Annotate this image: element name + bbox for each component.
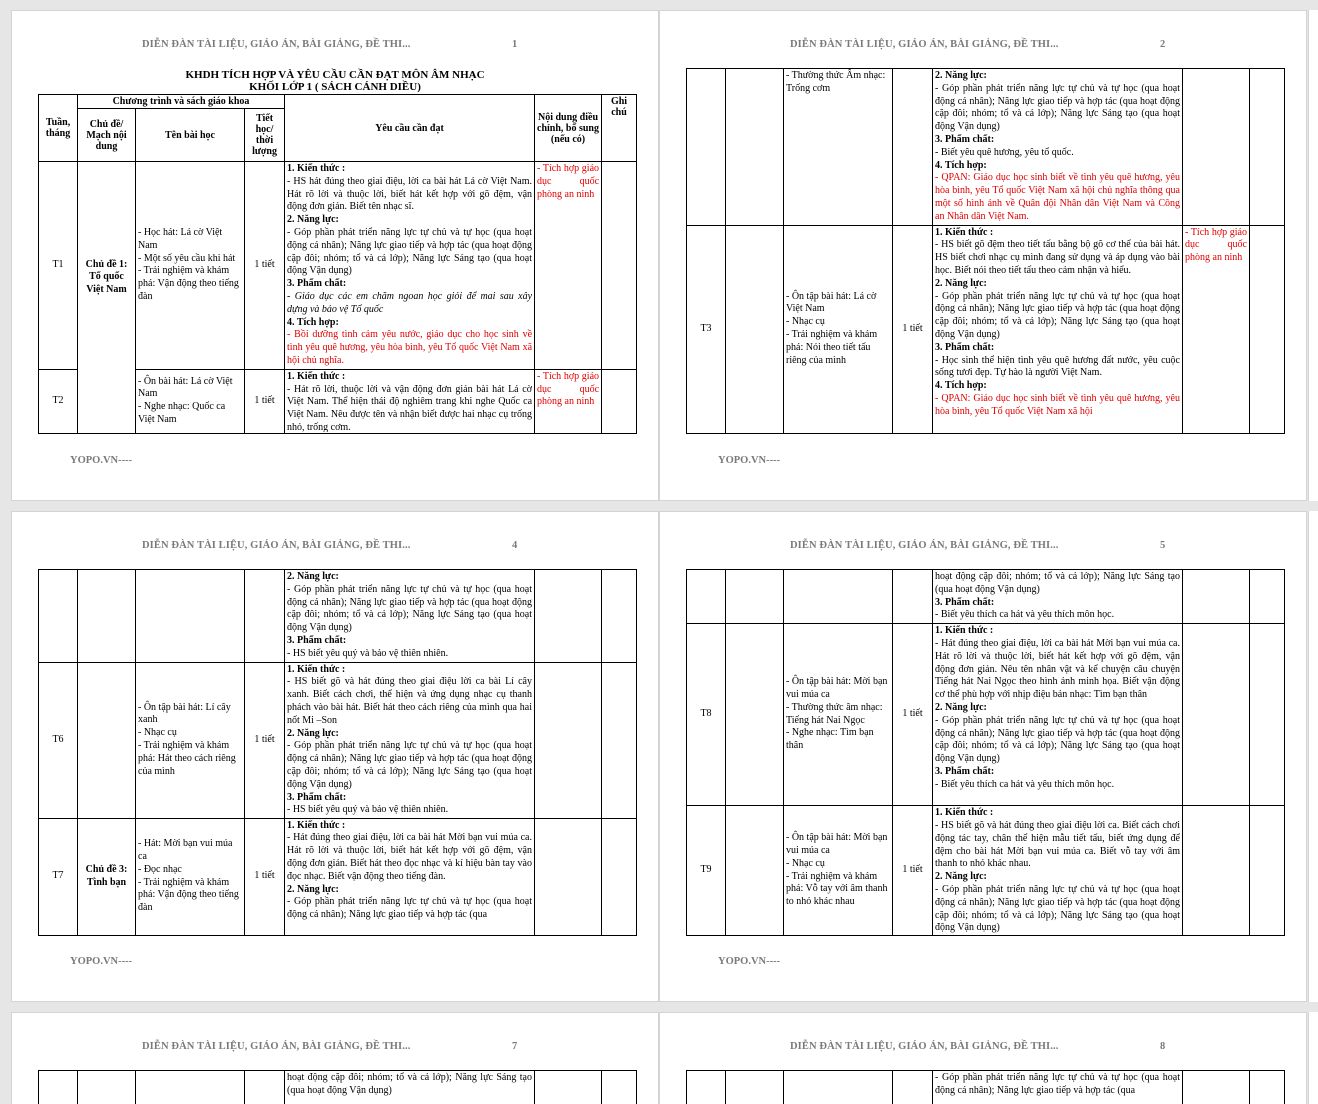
note-cell: [1250, 570, 1285, 624]
lesson-text: - Ôn tập bài hát: Mời bạn vui múa ca - Thường thức âm nhạc: Tiếng hát Nai Ngọc - Nghe nhạc: Tìm bạn thân: [786, 676, 888, 752]
col-header-adjust: Nội dung điều chỉnh, bổ sung (nếu có): [535, 95, 602, 162]
competence-text: - Góp phần phát triển năng lực tự chủ và tự học (qua hoạt động cá nhân); Năng lực giao tiếp và hợp tác (qua: [935, 1072, 1180, 1096]
table-row: [39, 162, 637, 370]
topic-cell: [78, 570, 136, 663]
knowledge-text: - HS biết gõ và hát đúng theo giai điệu lời ca bài Lí cây xanh. Biết cách chơi, thể hiện và ứng dụng nhạc cụ thanh phách vào bài hát. Biết hát theo cách riêng của mình qua hai nốt Mi –Son: [287, 676, 532, 726]
periods-cell: 1 tiết: [245, 162, 285, 370]
table-row: [39, 1071, 637, 1104]
note-cell: [602, 1071, 637, 1104]
requirements-cell: [933, 1071, 1183, 1104]
adjust-cell: [535, 570, 602, 663]
periods-cell: [893, 1071, 933, 1104]
integration-heading: 4. Tích hợp:: [287, 316, 339, 328]
week-cell: T3: [687, 225, 726, 433]
page-header: DIỄN ĐÀN TÀI LIỆU, GIÁO ÁN, BÀI GIẢNG, ĐỀ THI...: [790, 39, 1059, 50]
week-cell: [687, 69, 726, 226]
periods-cell: 1 tiết: [245, 662, 285, 818]
col-header-program: Chương trình và sách giáo khoa: [78, 95, 285, 109]
knowledge-heading: 1. Kiến thức :: [287, 163, 346, 174]
col-header-note: Ghi chú: [602, 95, 637, 162]
integration-text: - QPAN: Giáo dục học sinh biết về tình yêu quê hương, yêu hòa bình, yêu Tổ quốc Việt Nam xã hội: [935, 392, 1180, 417]
plan-table: [38, 1070, 637, 1104]
integration-heading: 4. Tích hợp:: [935, 159, 987, 171]
adjust-cell: [535, 662, 602, 818]
table-row: [687, 570, 1285, 624]
lesson-cell: [784, 1071, 893, 1104]
plan-table: [38, 569, 637, 936]
week-cell: T6: [39, 662, 78, 818]
document-page-8: [659, 1012, 1307, 1104]
adjust-cell: [535, 1071, 602, 1104]
topic-cell: [726, 69, 784, 226]
adjust-cell: [1183, 624, 1250, 806]
competence-heading: 2. Năng lực:: [935, 70, 987, 81]
adjust-cell: - Tích hợp giáo dục quốc phòng an ninh: [535, 162, 602, 370]
requirements-cell: [933, 225, 1183, 433]
lesson-text: - Học hát: Lá cờ Việt Nam - Một số yêu cầu khi hát - Trải nghiệm và khám phá: Vận động theo tiếng đàn: [138, 226, 239, 302]
adjust-cell: - Tích hợp giáo dục quốc phòng an ninh: [535, 369, 602, 433]
periods-cell: [245, 1071, 285, 1104]
week-cell: [39, 1071, 78, 1104]
page-footer: YOPO.VN----: [718, 455, 781, 466]
document-subtitle: KHỐI LỚP 1 ( SÁCH CÁNH DIỀU): [249, 81, 421, 93]
lesson-cell: [136, 162, 245, 370]
week-cell: [687, 570, 726, 624]
note-cell: [602, 570, 637, 663]
periods-cell: 1 tiết: [893, 225, 933, 433]
competence-heading: 2. Năng lực:: [935, 701, 987, 713]
topic-cell: [78, 1071, 136, 1104]
page-footer: YOPO.VN----: [718, 956, 781, 967]
document-page-1: [11, 10, 659, 501]
document-page-4: [11, 511, 659, 1002]
page-number: 8: [1160, 1041, 1166, 1052]
periods-cell: [893, 69, 933, 226]
topic-cell: [78, 662, 136, 818]
knowledge-text: - HS biết gõ và hát đúng theo giai điệu lời ca. Biết cách chơi động tác tay, chân thể hiện mẫu tiết tấu, biết ứng dụng để đệm cho bài hát Mời bạn vui múa ca. Biết vỗ tay với âm thanh to nhỏ khác nhau.: [935, 819, 1180, 870]
week-cell: T7: [39, 818, 78, 935]
lesson-cell: [784, 225, 893, 433]
page-header: DIỄN ĐÀN TÀI LIỆU, GIÁO ÁN, BÀI GIẢNG, ĐỀ THI...: [790, 540, 1059, 551]
requirements-cell: [285, 662, 535, 818]
lesson-cell: [784, 570, 893, 624]
competence-heading: 2. Năng lực:: [287, 214, 339, 226]
quality-text: - Giáo dục các em chăm ngoan học giỏi để mai sau xây dựng và bảo vệ Tổ quốc: [287, 290, 533, 315]
adjust-cell: [1183, 1071, 1250, 1104]
page-number: 1: [512, 39, 518, 50]
topic-cell: Chủ đề 3: Tình bạn: [78, 818, 136, 935]
competence-text: - Góp phần phát triển năng lực tự chủ và tự học (qua hoạt động cá nhân); Năng lực giao tiếp và hợp tác (qua: [287, 896, 532, 921]
knowledge-heading: 1. Kiến thức :: [935, 807, 994, 819]
lesson-cell: [136, 818, 245, 935]
competence-heading: 2. Năng lực:: [287, 571, 339, 582]
competence-text: hoạt động cặp đôi; nhóm; tổ và cả lớp); Năng lực Sáng tạo (qua hoạt động Vận dụng): [287, 1072, 532, 1096]
competence-heading: 2. Năng lực:: [935, 871, 987, 883]
page-number: 4: [512, 540, 518, 551]
week-cell: T9: [687, 806, 726, 936]
page-footer: YOPO.VN----: [70, 956, 133, 967]
lesson-cell: [136, 369, 245, 433]
adjust-cell: [1183, 806, 1250, 936]
competence-text: - Góp phần phát triển năng lực tự chủ và tự học (qua hoạt động cá nhân); Năng lực giao tiếp và hợp tác (qua hoạt động cặp đôi; nhóm; tổ và cả lớp); Năng lực Sáng tạo (qua hoạt động Vận dụng): [287, 583, 532, 634]
periods-cell: 1 tiết: [245, 818, 285, 935]
periods-cell: 1 tiết: [893, 624, 933, 806]
document-page-7: [11, 1012, 659, 1104]
note-cell: [602, 662, 637, 818]
col-header-week: Tuần, tháng: [39, 95, 78, 162]
knowledge-heading: 1. Kiến thức :: [935, 625, 994, 637]
note-cell: [1250, 225, 1285, 433]
note-cell: [602, 818, 637, 935]
note-cell: [602, 162, 637, 370]
page-header: DIỄN ĐÀN TÀI LIỆU, GIÁO ÁN, BÀI GIẢNG, ĐỀ THI...: [142, 39, 411, 50]
adjust-cell: [535, 818, 602, 935]
table-row: [687, 69, 1285, 226]
next-page-edge: [1308, 10, 1318, 501]
knowledge-text: - HS biết gõ đệm theo tiết tấu bằng bộ gõ cơ thể của bài hát. HS biết chơi nhạc cụ mình đang sử dụng và áp dụng vào bài học. Biết nói theo tiết tấu theo cảm nhận và hiểu.: [935, 239, 1180, 276]
note-cell: [1250, 1071, 1285, 1104]
requirements-cell: [933, 624, 1183, 806]
adjust-cell: [1183, 69, 1250, 226]
col-header-requirements: Yêu cầu cần đạt: [285, 95, 535, 162]
lesson-cell: [784, 806, 893, 936]
lesson-cell: [136, 662, 245, 818]
quality-heading: 3. Phẩm chất:: [935, 341, 995, 353]
table-row: [687, 624, 1285, 806]
quality-text: - Biết yêu thích ca hát và yêu thích môn học.: [935, 609, 1115, 621]
integration-text: - QPAN: Giáo dục học sinh biết về tình yêu quê hương, yêu hòa bình, yêu Tổ quốc Việt Nam xã hội chủ nghĩa thông qua một số hình ảnh về Quân đội Nhân dân Việt Nam và Công an Nhân dân Việt Nam.: [935, 172, 1180, 222]
periods-cell: [245, 570, 285, 663]
col-header-periods: Tiết học/ thời lượng: [245, 109, 285, 162]
table-row: [39, 570, 637, 663]
table-row: [687, 806, 1285, 936]
knowledge-heading: 1. Kiến thức :: [935, 226, 994, 238]
page-footer: YOPO.VN----: [70, 455, 133, 466]
competence-text: - Góp phần phát triển năng lực tự chủ và tự học (qua hoạt động cá nhân); Năng lực giao tiếp và hợp tác (qua hoạt động cặp đôi; nhóm; tổ và cả lớp); Năng lực Sáng tạo (qua hoạt động Vận dụng): [935, 290, 1180, 340]
competence-text: - Góp phần phát triển năng lực tự chủ và tự học (qua hoạt động cá nhân); Năng lực giao tiếp và hợp tác (qua hoạt động cặp đôi; nhóm; tổ và cả lớp); Năng lực Sáng tạo (qua hoạt động Vận dụng): [287, 226, 533, 277]
plan-table: [38, 94, 637, 434]
topic-cell: Chủ đề 1: Tổ quốc Việt Nam: [78, 162, 136, 434]
col-header-lesson: Tên bài học: [136, 109, 245, 162]
topic-cell: [726, 624, 784, 806]
lesson-text: - Ôn bài hát: Lá cờ Việt Nam - Nghe nhạc: Quốc ca Việt Nam: [138, 375, 233, 426]
competence-text: - Góp phần phát triển năng lực tự chủ và tự học (qua hoạt động cá nhân); Năng lực giao tiếp và hợp tác (qua hoạt động cặp đôi; nhóm; tổ và cả lớp); Năng lực Sáng tạo (qua hoạt động Vận dụng): [287, 740, 532, 790]
page-number: 5: [1160, 540, 1166, 551]
quality-heading: 3. Phẩm chất:: [287, 278, 347, 290]
requirements-cell: [285, 1071, 535, 1104]
col-header-topic: Chủ đề/ Mạch nội dung: [78, 109, 136, 162]
knowledge-text: - Hát đúng theo giai điệu, lời ca bài hát Mời bạn vui múa ca. Hát rõ lời và thuộc lời, biết hát kết hợp với gõ đệm, vận động đơn giản. Nêu tên nhân vật và kể chuyện câu chuyện Tiếng hát Nai Ngọc theo hình ảnh minh họa. Biết vận động cơ thể phù hợp với nhịp điệu bản nhạc: Tìm bạn thân: [935, 637, 1180, 701]
week-cell: T1: [39, 162, 78, 370]
knowledge-text: - Hát đúng theo giai điệu, lời ca bài hát Mời bạn vui múa ca. Hát rõ lời và thuộc lời, biết hát kết hợp với gõ đệm, vận động đơn giản. Biết hát theo đọc nhạc và kí hiệu bàn tay vào đọc nhạc. Biết vận động theo tiếng đàn.: [287, 832, 532, 882]
quality-text: - HS biết yêu quý và bảo vệ thiên nhiên.: [287, 647, 449, 659]
quality-text: - Học sinh thể hiện tình yêu quê hương đất nước, yêu cuộc sống tươi đẹp. Tự hào là người Việt Nam.: [935, 354, 1180, 379]
knowledge-text: - HS hát đúng theo giai điệu, lời ca bài hát Lá cờ Việt Nam. Hát rõ lời và thuộc lời, biết hát kết hợp với gõ đệm, vận động đơn giản. Biết tên nhạc sĩ.: [287, 175, 533, 213]
adjust-cell: [1183, 570, 1250, 624]
table-row: [39, 818, 637, 935]
periods-cell: 1 tiết: [245, 369, 285, 433]
lesson-text: - Thường thức Âm nhạc: Trống cơm: [786, 70, 886, 94]
requirements-cell: [285, 818, 535, 935]
note-cell: [1250, 69, 1285, 226]
note-cell: [1250, 806, 1285, 936]
quality-heading: 3. Phẩm chất:: [935, 765, 995, 777]
knowledge-heading: 1. Kiến thức :: [287, 370, 346, 382]
lesson-text: - Ôn tập bài hát: Lí cây xanh - Nhạc cụ - Trải nghiệm và khám phá: Hát theo cách riêng của mình: [138, 701, 236, 777]
quality-text: - Biết yêu quê hương, yêu tổ quốc.: [935, 146, 1074, 158]
quality-text: - HS biết yêu quý và bảo vệ thiên nhiên.: [287, 804, 449, 816]
competence-heading: 2. Năng lực:: [287, 727, 339, 739]
adjust-cell: - Tích hợp giáo dục quốc phòng an ninh: [1183, 225, 1250, 433]
requirements-cell: [285, 369, 535, 433]
lesson-text: - Hát: Mời bạn vui múa ca - Đọc nhạc - Trải nghiệm và khám phá: Vận động theo tiếng đàn: [138, 838, 239, 914]
document-page-5: [659, 511, 1307, 1002]
integration-heading: 4. Tích hợp:: [935, 380, 987, 392]
periods-cell: [893, 570, 933, 624]
page-number: 2: [1160, 39, 1166, 50]
lesson-cell: [784, 69, 893, 226]
topic-cell: [726, 806, 784, 936]
table-row: [687, 1071, 1285, 1104]
page-number: 7: [512, 1041, 518, 1052]
note-cell: [602, 369, 637, 433]
week-cell: T8: [687, 624, 726, 806]
quality-text: - Biết yêu thích ca hát và yêu thích môn học.: [935, 778, 1115, 790]
document-title: KHDH TÍCH HỢP VÀ YÊU CẦU CẦN ĐẠT MÔN ÂM NHẠC: [185, 69, 485, 81]
page-header: DIỄN ĐÀN TÀI LIỆU, GIÁO ÁN, BÀI GIẢNG, ĐỀ THI...: [142, 1041, 411, 1052]
next-page-edge: [1308, 1012, 1318, 1104]
quality-heading: 3. Phẩm chất:: [935, 133, 995, 145]
week-cell: T2: [39, 369, 78, 433]
lesson-text: - Ôn tập bài hát: Lá cờ Việt Nam - Nhạc cụ - Trải nghiệm và khám phá: Nói theo tiết tấu riêng của mình: [786, 290, 878, 366]
page-header: DIỄN ĐÀN TÀI LIỆU, GIÁO ÁN, BÀI GIẢNG, ĐỀ THI...: [142, 540, 411, 551]
competence-text: - Góp phần phát triển năng lực tự chủ và tự học (qua hoạt động cá nhân); Năng lực giao tiếp và hợp tác (qua hoạt động cặp đôi; nhóm; tổ và cả lớp); Năng lực Sáng tạo (qua hoạt động Vận dụng): [935, 883, 1180, 934]
page-header: DIỄN ĐÀN TÀI LIỆU, GIÁO ÁN, BÀI GIẢNG, ĐỀ THI...: [790, 1041, 1059, 1052]
plan-table: [686, 68, 1285, 434]
knowledge-heading: 1. Kiến thức :: [287, 663, 346, 675]
quality-heading: 3. Phẩm chất:: [935, 596, 995, 608]
requirements-cell: [933, 806, 1183, 936]
periods-cell: 1 tiết: [893, 806, 933, 936]
week-cell: [39, 570, 78, 663]
topic-cell: [726, 570, 784, 624]
week-cell: [687, 1071, 726, 1104]
next-page-edge: [1308, 511, 1318, 1002]
competence-text: - Góp phần phát triển năng lực tự chủ và tự học (qua hoạt động cá nhân); Năng lực giao tiếp và hợp tác (qua hoạt động cặp đôi; nhóm; tổ và cả lớp); Năng lực Sáng tạo (qua hoạt động Vận dụng): [935, 714, 1180, 765]
requirements-cell: [285, 162, 535, 370]
competence-text: - Góp phần phát triển năng lực tự chủ và tự học (qua hoạt động cá nhân); Năng lực giao tiếp và hợp tác (qua hoạt động cặp đôi; nhóm; tổ và cả lớp); Năng lực Sáng tạo (qua hoạt động Vận dụng): [935, 82, 1180, 133]
knowledge-text: - Hát rõ lời, thuộc lời và vận động đơn giản bài hát Lá cờ Việt Nam. Thể hiện thái độ nghiêm trang khi nghe Quốc ca Việt Nam. Nêu được tên và nhận biết được hai nhạc cụ trống nhỏ, trống cơm.: [287, 383, 533, 432]
table-row: [687, 225, 1285, 433]
competence-text: hoạt động cặp đôi; nhóm; tổ và cả lớp); Năng lực Sáng tạo (qua hoạt động Vận dụng): [935, 571, 1180, 595]
lesson-cell: [136, 570, 245, 663]
plan-table: [686, 1070, 1285, 1104]
competence-heading: 2. Năng lực:: [287, 883, 339, 895]
requirements-cell: [933, 570, 1183, 624]
lesson-text: - Ôn tập bài hát: Mời bạn vui múa ca - Nhạc cụ - Trải nghiệm và khám phá: Vỗ tay với âm thanh to nhỏ khác nhau: [786, 832, 888, 908]
integration-text: - Bồi dưỡng tình cảm yêu nước, giáo dục cho học sinh về tình yêu quê hương, yêu hòa bình, yêu Tổ quốc Việt Nam xã hội chủ nghĩa.: [287, 329, 533, 366]
lesson-cell: [784, 624, 893, 806]
note-cell: [1250, 624, 1285, 806]
competence-heading: 2. Năng lực:: [935, 277, 987, 289]
quality-heading: 3. Phẩm chất:: [287, 791, 347, 803]
topic-cell: [726, 1071, 784, 1104]
quality-heading: 3. Phẩm chất:: [287, 634, 347, 646]
knowledge-heading: 1. Kiến thức :: [287, 819, 346, 831]
document-page-2: [659, 10, 1307, 501]
topic-cell: [726, 225, 784, 433]
requirements-cell: [285, 570, 535, 663]
table-row: [39, 662, 637, 818]
lesson-cell: [136, 1071, 245, 1104]
requirements-cell: [933, 69, 1183, 226]
plan-table: [686, 569, 1285, 936]
